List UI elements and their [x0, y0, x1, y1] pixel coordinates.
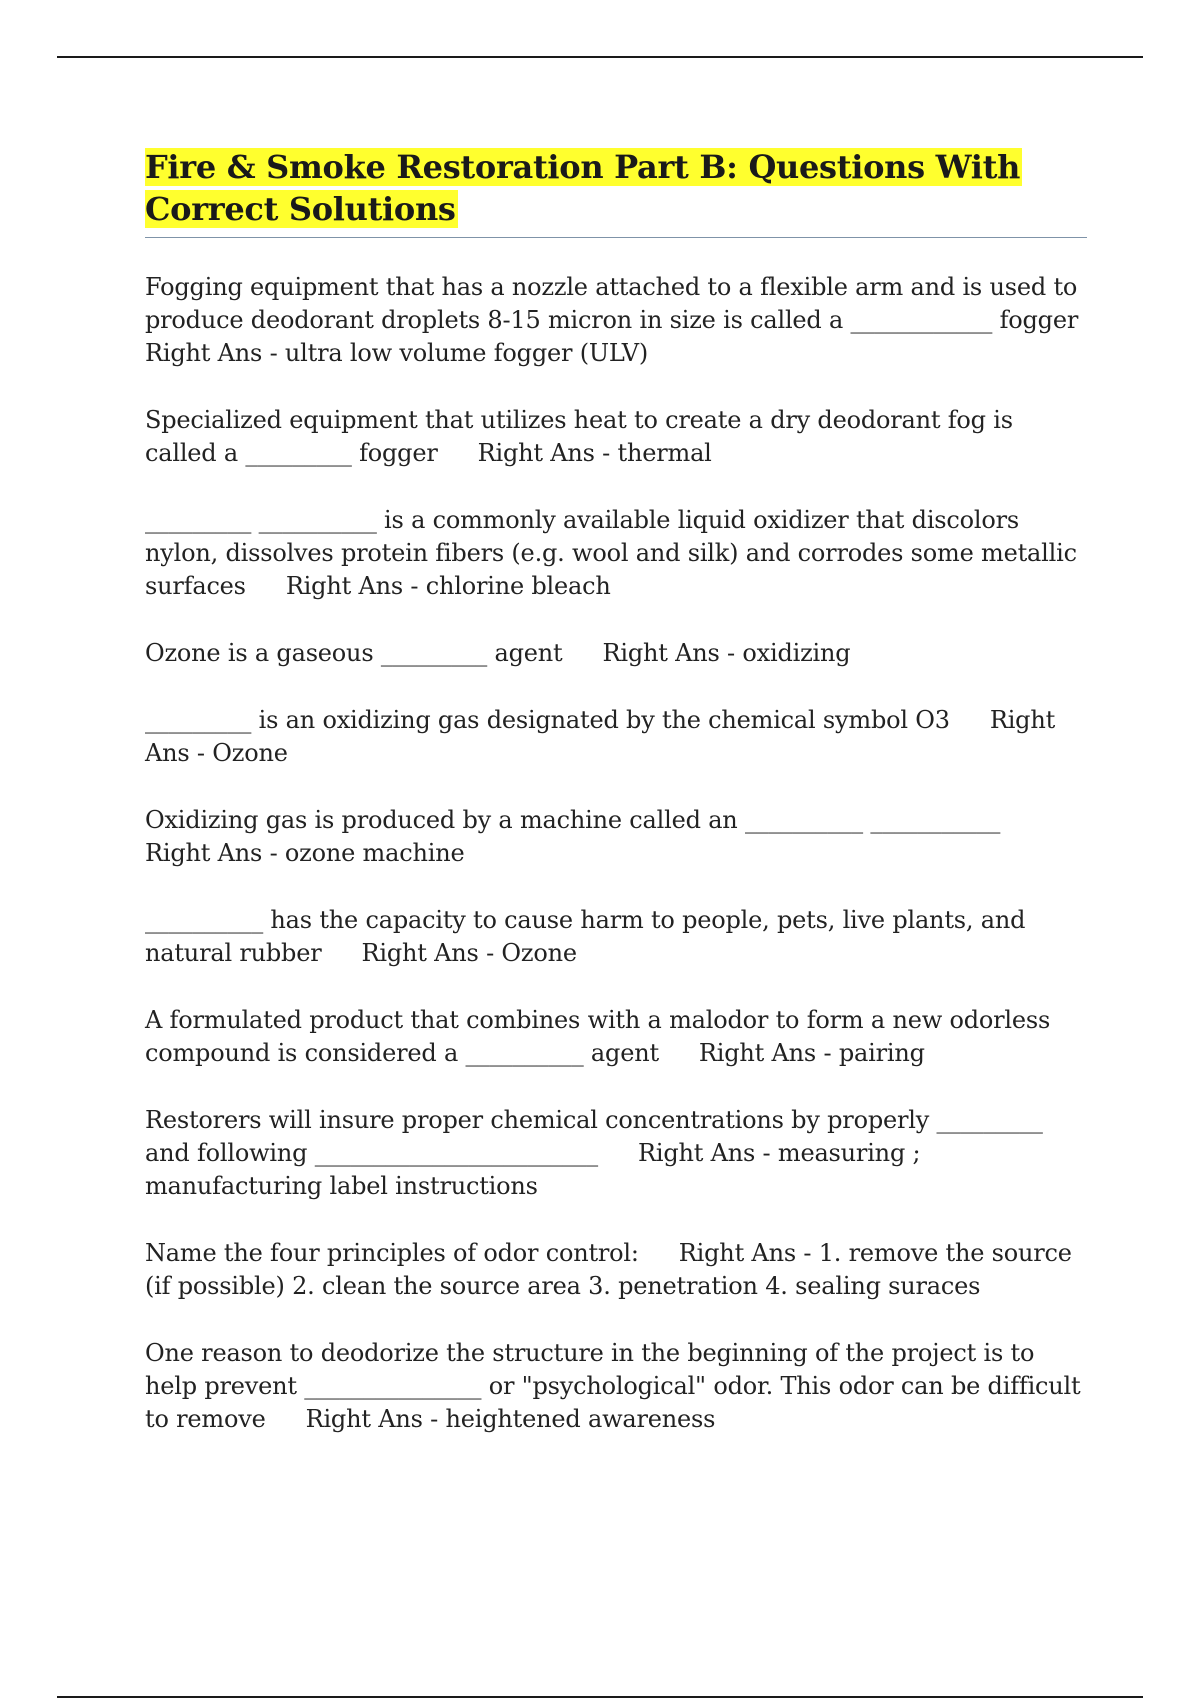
- answer-text: Ozone: [212, 739, 288, 767]
- question-text: Specialized equipment that utilizes heat to create a dry deodorant fog is called a _________ fogger: [145, 406, 1013, 467]
- document-title-line-1: Fire & Smoke Restoration Part B: Questions With: [145, 148, 1021, 186]
- answer-prefix: Right Ans -: [285, 572, 426, 600]
- document-title-line-2: Correct Solutions: [145, 190, 456, 228]
- answer-text: 1. remove the source (if possible) 2. clean the source area 3. penetration 4. sealing suraces: [145, 1239, 1072, 1300]
- question-text: Restorers will insure proper chemical concentrations by properly _________ and following ________________________: [145, 1106, 1043, 1167]
- qa-item: [145, 704, 1090, 770]
- qa-item: [145, 804, 1090, 870]
- answer-prefix: Right Ans -: [145, 706, 1056, 767]
- qa-item: [145, 1004, 1090, 1070]
- qa-item: [145, 271, 1090, 370]
- answer-prefix: Right Ans -: [698, 1039, 839, 1067]
- question-text: One reason to deodorize the structure in the beginning of the project is to help prevent _______________ or "psychological" odor. This odor can be difficult to remove: [145, 1339, 1081, 1433]
- qa-item: [145, 1104, 1090, 1203]
- answer-prefix: Right Ans -: [637, 1139, 778, 1167]
- qa-item: [145, 904, 1090, 970]
- question-text: Fogging equipment that has a nozzle attached to a flexible arm and is used to produce deodorant droplets 8-15 micron in size is called a ____________ fogger: [145, 273, 1079, 334]
- answer-prefix: Right Ans -: [145, 339, 285, 367]
- question-text: _________ is an oxidizing gas designated by the chemical symbol O3: [145, 706, 950, 734]
- page-top-rule: [57, 56, 1143, 58]
- title-underline: [145, 237, 1087, 238]
- question-text: A formulated product that combines with a malodor to form a new odorless compound is considered a __________ agent: [145, 1006, 1051, 1067]
- answer-text: pairing: [838, 1039, 925, 1067]
- question-text: Ozone is a gaseous _________ agent: [145, 639, 563, 667]
- question-text: Oxidizing gas is produced by a machine called an __________ ___________: [145, 806, 1001, 834]
- qa-item: [145, 637, 1090, 670]
- answer-text: chlorine bleach: [425, 572, 611, 600]
- qa-item: [145, 504, 1090, 603]
- question-text: _________ __________ is a commonly available liquid oxidizer that discolors nylon, dissolves protein fibers (e.g. wool and silk) and corrodes some metallic surfaces: [145, 506, 1077, 600]
- answer-text: heightened awareness: [445, 1405, 716, 1433]
- qa-list: [145, 271, 1090, 1470]
- answer-prefix: Right Ans -: [477, 439, 618, 467]
- answer-text: Ozone: [501, 939, 577, 967]
- answer-text: ultra low volume fogger (ULV): [284, 339, 649, 367]
- answer-text: ozone machine: [284, 839, 465, 867]
- answer-text: oxidizing: [742, 639, 851, 667]
- qa-item: [145, 1237, 1090, 1303]
- qa-item: [145, 404, 1090, 470]
- document-title: [145, 146, 1087, 230]
- answer-text: measuring ; manufacturing label instructions: [145, 1139, 921, 1200]
- page-bottom-rule: [57, 1696, 1143, 1698]
- document-title-block: [145, 146, 1087, 230]
- qa-item: [145, 1337, 1090, 1436]
- answer-prefix: Right Ans -: [361, 939, 502, 967]
- answer-prefix: Right Ans -: [305, 1405, 446, 1433]
- answer-prefix: Right Ans -: [145, 839, 285, 867]
- answer-prefix: Right Ans -: [678, 1239, 819, 1267]
- question-text: Name the four principles of odor control:: [145, 1239, 639, 1267]
- answer-text: thermal: [617, 439, 712, 467]
- question-text: __________ has the capacity to cause harm to people, pets, live plants, and natural rubber: [145, 906, 1026, 967]
- answer-prefix: Right Ans -: [602, 639, 743, 667]
